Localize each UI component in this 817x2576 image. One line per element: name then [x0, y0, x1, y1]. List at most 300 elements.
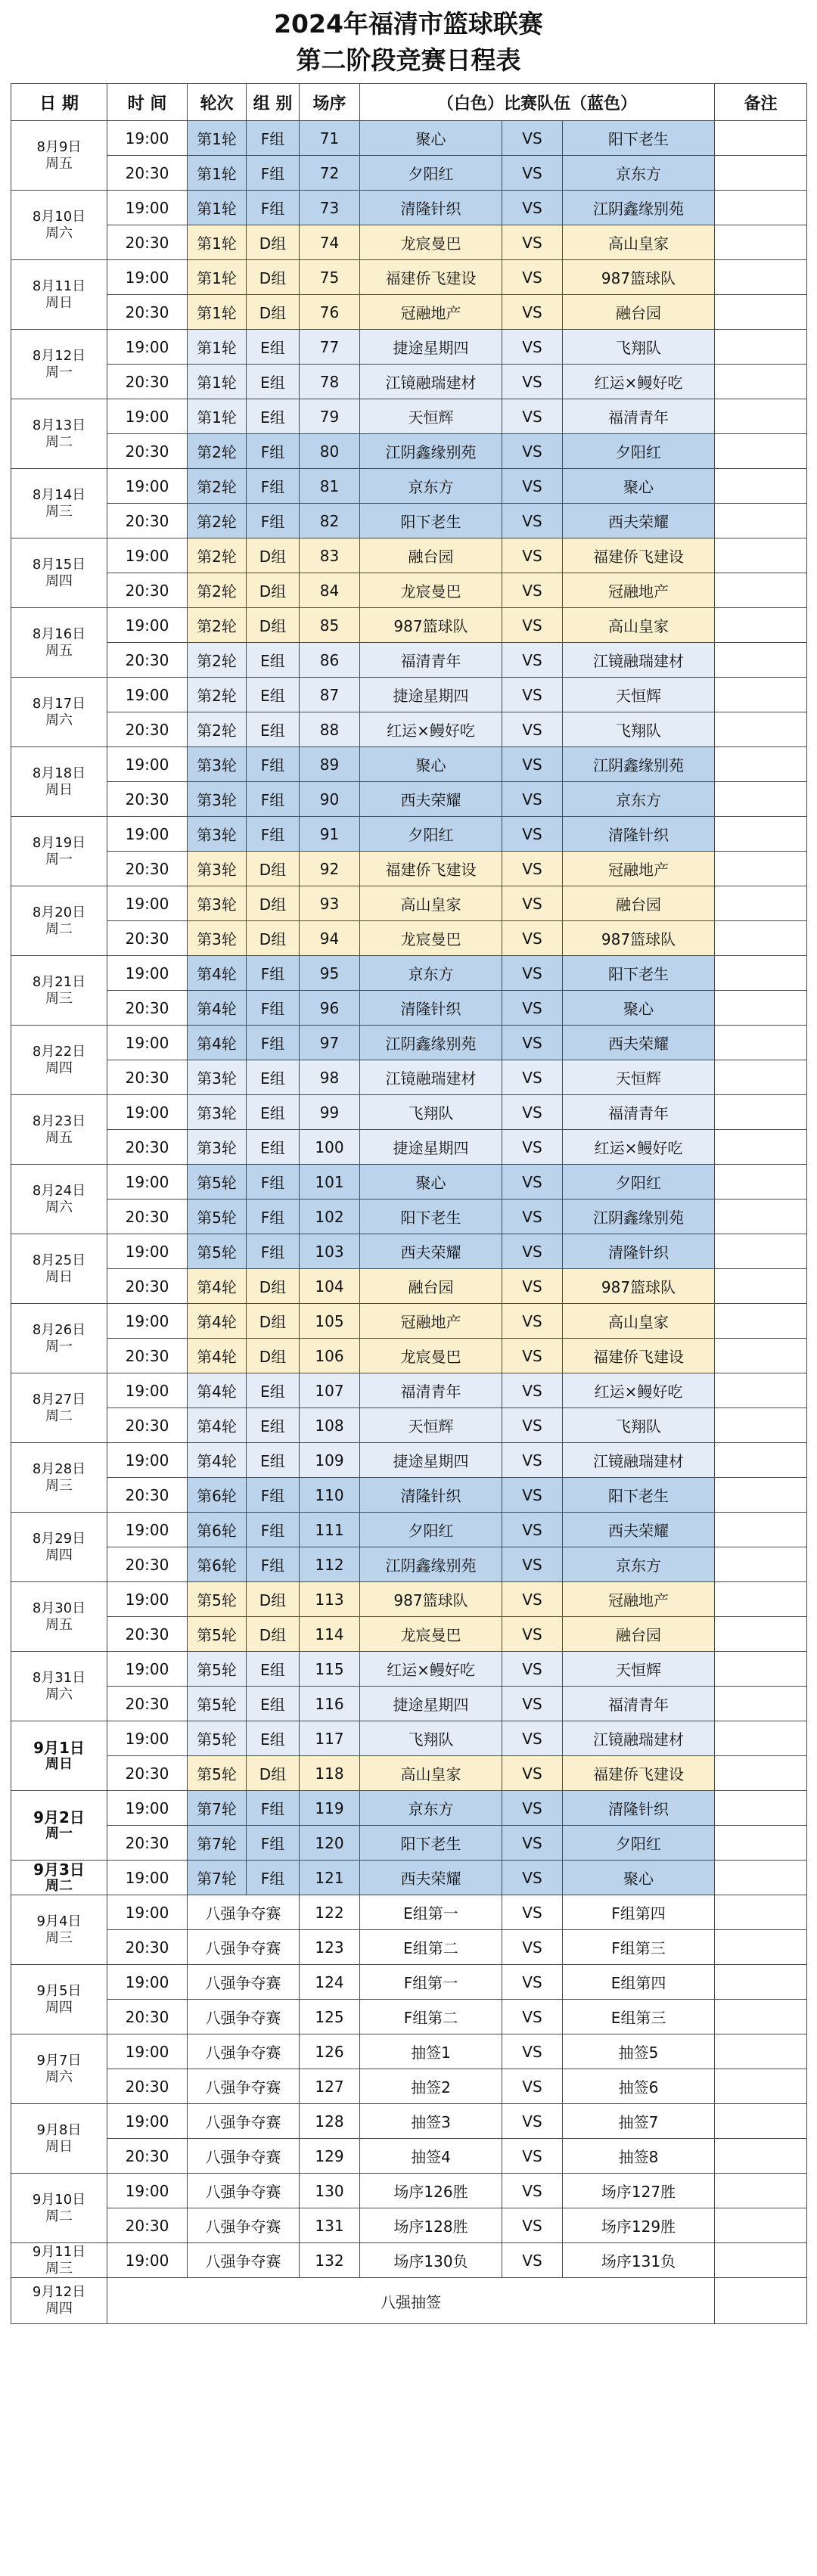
home-team-cell: 抽签1: [360, 2034, 502, 2069]
table-row: [11, 2278, 807, 2324]
date-cell: [11, 469, 107, 538]
table-row: [11, 1513, 807, 1547]
away-team-cell: 红运×鳗好吃: [563, 1130, 715, 1165]
away-team-cell: 飞翔队: [563, 330, 715, 365]
date-text: 8月30日: [32, 1600, 86, 1616]
note-cell: [715, 643, 807, 678]
time-cell: 19:00: [107, 1095, 188, 1130]
table-row: [11, 1095, 807, 1130]
table-row: [11, 1652, 807, 1687]
home-team-cell: 捷途星期四: [360, 1687, 502, 1721]
time-cell: 19:00: [107, 1443, 188, 1478]
note-cell: [715, 1095, 807, 1130]
round-cell: 第1轮: [188, 121, 247, 156]
group-cell: D组: [247, 852, 300, 886]
vs-cell: VS: [502, 921, 563, 956]
weekday-text: 周六: [45, 712, 73, 728]
note-cell: [715, 747, 807, 782]
time-cell: 19:00: [107, 1791, 188, 1826]
date-cell: [11, 121, 107, 191]
table-row: [11, 1373, 807, 1408]
home-team-cell: 福清青年: [360, 643, 502, 678]
time-cell: 19:00: [107, 608, 188, 643]
date-text: 9月7日: [36, 2052, 82, 2069]
round-cell: 第2轮: [188, 434, 247, 469]
away-team-cell: F组第四: [563, 1895, 715, 1930]
match-number-cell: 103: [300, 1234, 360, 1269]
table-row: [11, 2243, 807, 2278]
weekday-text: 周六: [45, 1686, 73, 1702]
round-cell: 第5轮: [188, 1200, 247, 1234]
round-cell: 第1轮: [188, 330, 247, 365]
round-cell: 八强争夺赛: [188, 2000, 300, 2034]
round-cell: 第2轮: [188, 504, 247, 538]
round-cell: 第7轮: [188, 1826, 247, 1861]
group-cell: F组: [247, 1234, 300, 1269]
time-cell: 20:30: [107, 852, 188, 886]
match-number-cell: 131: [300, 2208, 360, 2243]
home-team-cell: 龙宸曼巴: [360, 573, 502, 608]
vs-cell: VS: [502, 747, 563, 782]
vs-cell: VS: [502, 1617, 563, 1652]
match-number-cell: 110: [300, 1478, 360, 1513]
away-team-cell: 江镜融瑞建材: [563, 1443, 715, 1478]
home-team-cell: 龙宸曼巴: [360, 1339, 502, 1373]
home-team-cell: 飞翔队: [360, 1095, 502, 1130]
group-cell: F组: [247, 747, 300, 782]
home-team-cell: 龙宸曼巴: [360, 225, 502, 260]
date-text: 9月10日: [32, 2191, 86, 2208]
weekday-text: 周四: [45, 573, 73, 589]
time-cell: 19:00: [107, 747, 188, 782]
time-cell: 19:00: [107, 817, 188, 852]
table-row: [11, 1617, 807, 1652]
table-row: [11, 365, 807, 399]
group-cell: F组: [247, 1826, 300, 1861]
table-row: [11, 782, 807, 817]
group-cell: E组: [247, 712, 300, 747]
vs-cell: VS: [502, 1060, 563, 1095]
date-cell: [11, 1373, 107, 1443]
date-text: 8月26日: [32, 1321, 86, 1338]
match-number-cell: 117: [300, 1721, 360, 1756]
date-cell: [11, 2278, 107, 2324]
time-cell: 20:30: [107, 2000, 188, 2034]
note-cell: [715, 1130, 807, 1165]
vs-cell: VS: [502, 1791, 563, 1826]
date-text: 9月5日: [36, 1982, 82, 1999]
weekday-text: 周日: [45, 2138, 73, 2155]
vs-cell: VS: [502, 573, 563, 608]
header-round: 轮次: [188, 84, 247, 121]
note-cell: [715, 1200, 807, 1234]
match-number-cell: 75: [300, 260, 360, 295]
group-cell: F组: [247, 434, 300, 469]
round-cell: 第1轮: [188, 260, 247, 295]
date-text: 8月15日: [32, 556, 86, 573]
time-cell: 20:30: [107, 1339, 188, 1373]
vs-cell: VS: [502, 156, 563, 191]
date-cell: [11, 1791, 107, 1861]
note-cell: [715, 295, 807, 330]
match-number-cell: 95: [300, 956, 360, 991]
note-cell: [715, 1791, 807, 1826]
away-team-cell: 飞翔队: [563, 1408, 715, 1443]
time-cell: 20:30: [107, 782, 188, 817]
time-cell: 20:30: [107, 1826, 188, 1861]
home-team-cell: 融台园: [360, 1269, 502, 1304]
time-cell: 19:00: [107, 2243, 188, 2278]
note-cell: [715, 1513, 807, 1547]
group-cell: E组: [247, 365, 300, 399]
match-number-cell: 79: [300, 399, 360, 434]
vs-cell: VS: [502, 260, 563, 295]
table-row: [11, 1234, 807, 1269]
vs-cell: VS: [502, 1478, 563, 1513]
note-cell: [715, 2243, 807, 2278]
group-cell: F组: [247, 469, 300, 504]
home-team-cell: 天恒辉: [360, 1408, 502, 1443]
date-cell: [11, 2174, 107, 2243]
note-cell: [715, 1339, 807, 1373]
table-row: [11, 1130, 807, 1165]
home-team-cell: 福清青年: [360, 1373, 502, 1408]
note-cell: [715, 1269, 807, 1304]
vs-cell: VS: [502, 2000, 563, 2034]
table-row: [11, 1478, 807, 1513]
match-number-cell: 115: [300, 1652, 360, 1687]
date-text: 9月12日: [32, 2284, 86, 2300]
weekday-text: 周一: [45, 1338, 73, 1355]
away-team-cell: 天恒辉: [563, 1652, 715, 1687]
group-cell: D组: [247, 608, 300, 643]
vs-cell: VS: [502, 225, 563, 260]
date-cell: [11, 1965, 107, 2034]
away-team-cell: 夕阳红: [563, 1165, 715, 1200]
vs-cell: VS: [502, 782, 563, 817]
home-team-cell: 龙宸曼巴: [360, 1617, 502, 1652]
vs-cell: VS: [502, 1373, 563, 1408]
vs-cell: VS: [502, 991, 563, 1026]
note-cell: [715, 1547, 807, 1582]
match-number-cell: 97: [300, 1026, 360, 1060]
note-cell: [715, 434, 807, 469]
date-cell: [11, 1095, 107, 1165]
time-cell: 20:30: [107, 1930, 188, 1965]
home-team-cell: 清隆针织: [360, 1478, 502, 1513]
time-cell: 19:00: [107, 1895, 188, 1930]
away-team-cell: F组第三: [563, 1930, 715, 1965]
date-text: 8月13日: [32, 417, 86, 433]
date-text: 8月23日: [32, 1113, 86, 1129]
time-cell: 19:00: [107, 2104, 188, 2139]
date-cell: [11, 399, 107, 469]
round-cell: 第5轮: [188, 1721, 247, 1756]
home-team-cell: 京东方: [360, 956, 502, 991]
time-cell: 20:30: [107, 1756, 188, 1791]
round-cell: 第3轮: [188, 886, 247, 921]
table-row: [11, 643, 807, 678]
group-cell: D组: [247, 538, 300, 573]
date-cell: [11, 538, 107, 608]
table-row: [11, 1339, 807, 1373]
away-team-cell: 清隆针织: [563, 1791, 715, 1826]
group-cell: F组: [247, 956, 300, 991]
vs-cell: VS: [502, 956, 563, 991]
home-team-cell: 龙宸曼巴: [360, 921, 502, 956]
group-cell: D组: [247, 886, 300, 921]
vs-cell: VS: [502, 1965, 563, 2000]
round-cell: 第3轮: [188, 852, 247, 886]
date-text: 9月2日: [33, 1808, 85, 1826]
time-cell: 19:00: [107, 1582, 188, 1617]
match-number-cell: 90: [300, 782, 360, 817]
home-team-cell: 江镜融瑞建材: [360, 1060, 502, 1095]
weekday-text: 周四: [45, 1999, 73, 2016]
note-cell: [715, 2034, 807, 2069]
away-team-cell: E组第三: [563, 2000, 715, 2034]
home-team-cell: 福建侨飞建设: [360, 852, 502, 886]
group-cell: F组: [247, 1791, 300, 1826]
time-cell: 20:30: [107, 2069, 188, 2104]
header-time: 时 间: [107, 84, 188, 121]
date-text: 8月17日: [32, 695, 86, 712]
table-row: [11, 1791, 807, 1826]
vs-cell: VS: [502, 365, 563, 399]
vs-cell: VS: [502, 330, 563, 365]
weekday-text: 周二: [45, 2208, 73, 2224]
date-text: 9月1日: [33, 1738, 85, 1757]
time-cell: 20:30: [107, 921, 188, 956]
note-cell: [715, 1895, 807, 1930]
date-cell: [11, 956, 107, 1026]
match-number-cell: 94: [300, 921, 360, 956]
note-cell: [715, 921, 807, 956]
match-number-cell: 107: [300, 1373, 360, 1408]
match-number-cell: 101: [300, 1165, 360, 1200]
table-row: [11, 1826, 807, 1861]
away-team-cell: 冠融地产: [563, 852, 715, 886]
date-text: 8月22日: [32, 1043, 86, 1060]
note-cell: [715, 1617, 807, 1652]
note-cell: [715, 2174, 807, 2208]
time-cell: 19:00: [107, 1026, 188, 1060]
away-team-cell: 江镜融瑞建材: [563, 1721, 715, 1756]
round-cell: 第3轮: [188, 921, 247, 956]
round-cell: 第4轮: [188, 1339, 247, 1373]
round-cell: 第5轮: [188, 1652, 247, 1687]
table-row: [11, 1443, 807, 1478]
vs-cell: VS: [502, 2243, 563, 2278]
match-number-cell: 122: [300, 1895, 360, 1930]
table-row: [11, 1930, 807, 1965]
home-team-cell: 夕阳红: [360, 156, 502, 191]
match-number-cell: 112: [300, 1547, 360, 1582]
match-number-cell: 77: [300, 330, 360, 365]
table-row: [11, 2069, 807, 2104]
date-cell: [11, 1234, 107, 1304]
weekday-text: 周三: [45, 503, 73, 520]
vs-cell: VS: [502, 1652, 563, 1687]
table-row: [11, 1060, 807, 1095]
note-cell: [715, 504, 807, 538]
round-cell: 第2轮: [188, 678, 247, 712]
away-team-cell: 红运×鳗好吃: [563, 1373, 715, 1408]
table-row: [11, 2174, 807, 2208]
match-number-cell: 127: [300, 2069, 360, 2104]
match-number-cell: 105: [300, 1304, 360, 1339]
home-team-cell: 987篮球队: [360, 608, 502, 643]
table-row: [11, 2104, 807, 2139]
away-team-cell: 福建侨飞建设: [563, 1339, 715, 1373]
time-cell: 20:30: [107, 434, 188, 469]
away-team-cell: 福清青年: [563, 1687, 715, 1721]
away-team-cell: 场序127胜: [563, 2174, 715, 2208]
table-row: [11, 156, 807, 191]
table-row: [11, 817, 807, 852]
note-cell: [715, 330, 807, 365]
date-cell: [11, 2104, 107, 2174]
date-text: 8月27日: [32, 1391, 86, 1407]
vs-cell: VS: [502, 712, 563, 747]
table-row: [11, 2208, 807, 2243]
date-text: 8月11日: [32, 278, 86, 294]
date-text: 8月14日: [32, 486, 86, 503]
away-team-cell: 融台园: [563, 886, 715, 921]
time-cell: 19:00: [107, 2174, 188, 2208]
table-row: [11, 573, 807, 608]
match-number-cell: 87: [300, 678, 360, 712]
header-teams: （白色）比赛队伍（蓝色）: [360, 84, 715, 121]
group-cell: D组: [247, 1756, 300, 1791]
round-cell: 第1轮: [188, 295, 247, 330]
match-number-cell: 104: [300, 1269, 360, 1304]
date-cell: [11, 1304, 107, 1373]
note-cell: [715, 712, 807, 747]
table-row: [11, 1756, 807, 1791]
table-row: [11, 712, 807, 747]
note-cell: [715, 608, 807, 643]
weekday-text: 周一: [45, 851, 73, 867]
vs-cell: VS: [502, 1547, 563, 1582]
round-cell: 八强争夺赛: [188, 2139, 300, 2174]
table-row: [11, 1547, 807, 1582]
table-row: [11, 1721, 807, 1756]
group-cell: E组: [247, 1373, 300, 1408]
note-cell: [715, 1826, 807, 1861]
weekday-text: 周日: [45, 1268, 73, 1285]
round-cell: 第4轮: [188, 991, 247, 1026]
away-team-cell: 天恒辉: [563, 678, 715, 712]
table-row: [11, 1026, 807, 1060]
date-cell: [11, 1652, 107, 1721]
table-row: [11, 399, 807, 434]
away-team-cell: 福清青年: [563, 1095, 715, 1130]
group-cell: D组: [247, 225, 300, 260]
group-cell: F组: [247, 1165, 300, 1200]
vs-cell: VS: [502, 504, 563, 538]
date-text: 8月12日: [32, 347, 86, 364]
away-team-cell: 阳下老生: [563, 1478, 715, 1513]
away-team-cell: 江阴鑫缘别苑: [563, 747, 715, 782]
away-team-cell: 清隆针织: [563, 1234, 715, 1269]
group-cell: F组: [247, 156, 300, 191]
vs-cell: VS: [502, 817, 563, 852]
match-number-cell: 119: [300, 1791, 360, 1826]
group-cell: F组: [247, 191, 300, 225]
weekday-text: 周六: [45, 2069, 73, 2085]
table-row: [11, 2139, 807, 2174]
time-cell: 20:30: [107, 712, 188, 747]
table-row: [11, 538, 807, 573]
round-cell: 第1轮: [188, 399, 247, 434]
time-cell: 20:30: [107, 2139, 188, 2174]
home-team-cell: 红运×鳗好吃: [360, 712, 502, 747]
table-row: [11, 1269, 807, 1304]
date-cell: [11, 1895, 107, 1965]
vs-cell: VS: [502, 1895, 563, 1930]
note-cell: [715, 1721, 807, 1756]
date-text: 8月20日: [32, 904, 86, 920]
home-team-cell: 冠融地产: [360, 1304, 502, 1339]
date-cell: [11, 1165, 107, 1234]
vs-cell: VS: [502, 399, 563, 434]
time-cell: 19:00: [107, 1965, 188, 2000]
round-cell: 第3轮: [188, 782, 247, 817]
round-cell: 第5轮: [188, 1582, 247, 1617]
match-number-cell: 73: [300, 191, 360, 225]
match-number-cell: 88: [300, 712, 360, 747]
home-team-cell: 福建侨飞建设: [360, 260, 502, 295]
match-number-cell: 74: [300, 225, 360, 260]
match-number-cell: 114: [300, 1617, 360, 1652]
round-cell: 第2轮: [188, 712, 247, 747]
date-text: 9月8日: [36, 2121, 82, 2138]
note-cell: [715, 678, 807, 712]
note-cell: [715, 191, 807, 225]
group-cell: F组: [247, 991, 300, 1026]
group-cell: E组: [247, 1443, 300, 1478]
time-cell: 20:30: [107, 643, 188, 678]
vs-cell: VS: [502, 1443, 563, 1478]
time-cell: 19:00: [107, 260, 188, 295]
date-text: 8月19日: [32, 834, 86, 851]
date-cell: [11, 1443, 107, 1513]
table-row: [11, 1895, 807, 1930]
group-cell: F组: [247, 1861, 300, 1895]
group-cell: F组: [247, 121, 300, 156]
weekday-text: 周五: [45, 155, 73, 172]
weekday-text: 周二: [45, 1877, 73, 1894]
away-team-cell: 清隆针织: [563, 817, 715, 852]
round-cell: 第2轮: [188, 538, 247, 573]
home-team-cell: 聚心: [360, 121, 502, 156]
time-cell: 19:00: [107, 1861, 188, 1895]
away-team-cell: 江阴鑫缘别苑: [563, 1200, 715, 1234]
away-team-cell: 夕阳红: [563, 434, 715, 469]
round-cell: 第2轮: [188, 643, 247, 678]
table-row: [11, 121, 807, 156]
group-cell: E组: [247, 1652, 300, 1687]
date-cell: [11, 330, 107, 399]
time-cell: 19:00: [107, 469, 188, 504]
weekday-text: 周五: [45, 1129, 73, 1146]
note-cell: [715, 399, 807, 434]
round-cell: 第4轮: [188, 1026, 247, 1060]
weekday-text: 周三: [45, 1477, 73, 1494]
table-row: [11, 1200, 807, 1234]
weekday-text: 周日: [45, 781, 73, 798]
